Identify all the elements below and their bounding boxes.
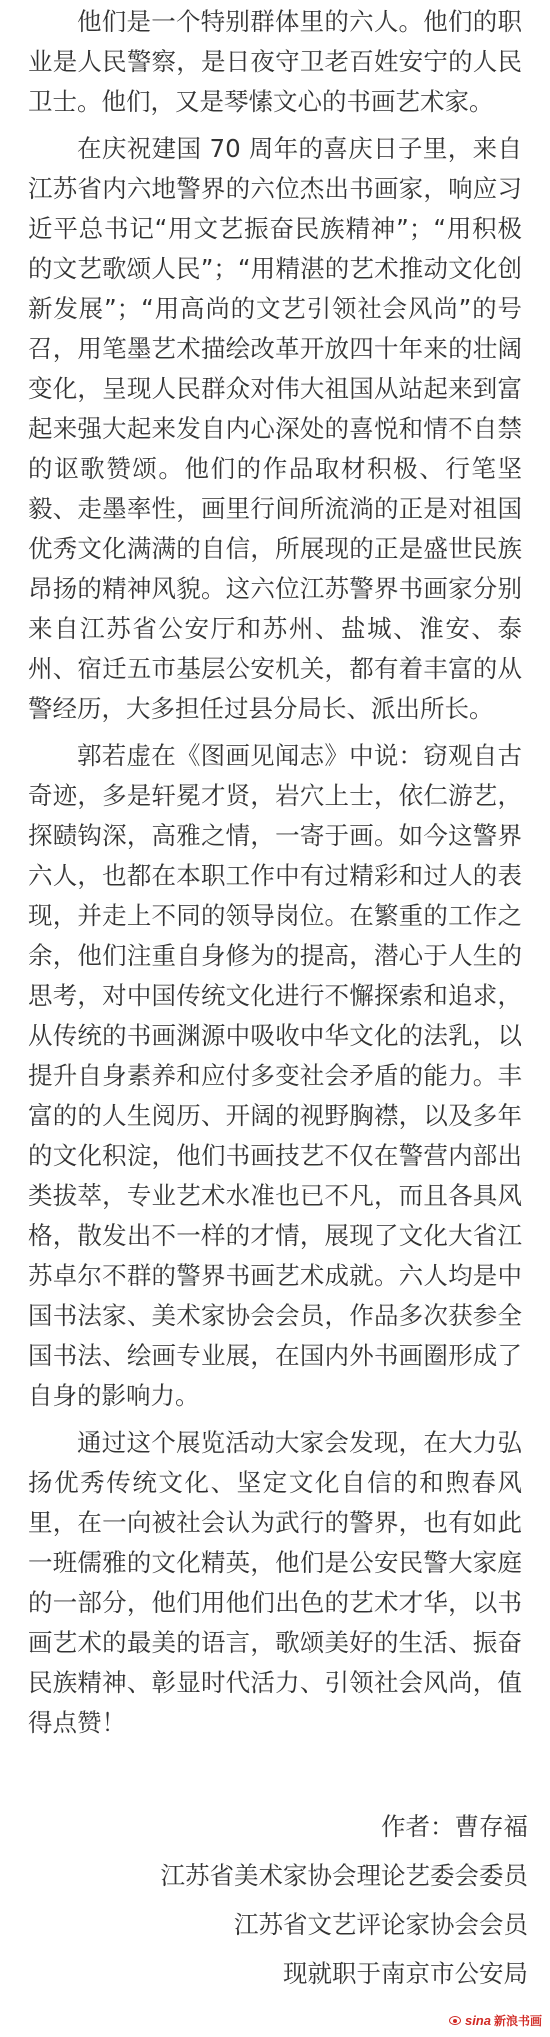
author-signature bbox=[161, 1802, 529, 1998]
paragraph-celebration: 在庆祝建国 70 周年的喜庆日子里，来自江苏省内六地警界的六位杰出书画家，响应习近平总书记“用文艺振奋民族精神”；“用积极的文艺歌颂人民”；“用精湛的艺术推动文化创新发展”；“用高尚的文艺引领社会风尚”的号召，用笔墨艺术描绘改革开放四十年来的壮阔变化，呈现人民群众对伟大祖国从站起来到富起来强大起来发自内心深处的喜悦和情不自禁的讴歌赞颂。他们的作品取材积极、行笔坚毅、走墨率性，画里行间所流淌的正是对祖国优秀文化满满的自信，所展现的正是盛世民族昂扬的精神风貌。这六位江苏警界书画家分别来自江苏省公安厅和苏州、盐城、淮安、泰州、宿迁五市基层公安机关，都有着丰富的从警经历，大多担任过县分局长、派出所长。 bbox=[28, 134, 522, 723]
paragraph-conclusion: 通过这个展览活动大家会发现，在大力弘扬优秀传统文化、坚定文化自信的和煦春风里，在一向被社会认为武行的警界，也有如此一班儒雅的文化精英，他们是公安民警大家庭的一部分，他们用他们出色的艺术才华，以书画艺术的最美的语言，歌颂美好的生活、振奋民族精神、彰显时代活力、引领社会风尚，值得点赞！ bbox=[28, 1428, 522, 1737]
watermark-text: 新浪书画 bbox=[493, 2014, 542, 2028]
article-body bbox=[28, 2, 522, 1750]
author-title-2: 江苏省文艺评论家协会会员 bbox=[234, 1910, 528, 1939]
author-title-1: 江苏省美术家协会理论艺委会委员 bbox=[160, 1861, 528, 1890]
paragraph-quote: 郭若虚在《图画见闻志》中说：窃观自古奇迹，多是轩冕才贤，岩穴上士，依仁游艺，探赜钩深，高雅之情，一寄于画。如今这警界六人，也都在本职工作中有过精彩和过人的表现，并走上不同的领导岗位。在繁重的工作之余，他们注重自身修为的提高，潜心于人生的思考，对中国传统文化进行不懈探索和追求，从传统的书画渊源中吸收中华文化的法乳，以提升自身素养和应付多变社会矛盾的能力。丰富的的人生阅历、开阔的视野胸襟，以及多年的文化积淀，他们书画技艺不仅在警营内部出类拔萃，专业艺术水准也已不凡，而且各具风格，散发出不一样的才情，展现了文化大省江苏卓尔不群的警界书画艺术成就。六人均是中国书法家、美术家协会会员，作品多次获参全国书法、绘画专业展，在国内外书画圈形成了自身的影响力。 bbox=[28, 741, 522, 1410]
paragraph-intro: 他们是一个特别群体里的六人。他们的职业是人民警察，是日夜守卫老百姓安宁的人民卫士。他们，又是琴愫文心的书画艺术家。 bbox=[28, 7, 522, 116]
author-title-3: 现就职于南京市公安局 bbox=[283, 1959, 528, 1988]
sina-logo: sina bbox=[464, 2013, 491, 2028]
sina-eye-icon bbox=[449, 2016, 461, 2025]
author-name: 作者：曹存福 bbox=[381, 1812, 528, 1841]
sina-watermark bbox=[449, 2012, 542, 2029]
